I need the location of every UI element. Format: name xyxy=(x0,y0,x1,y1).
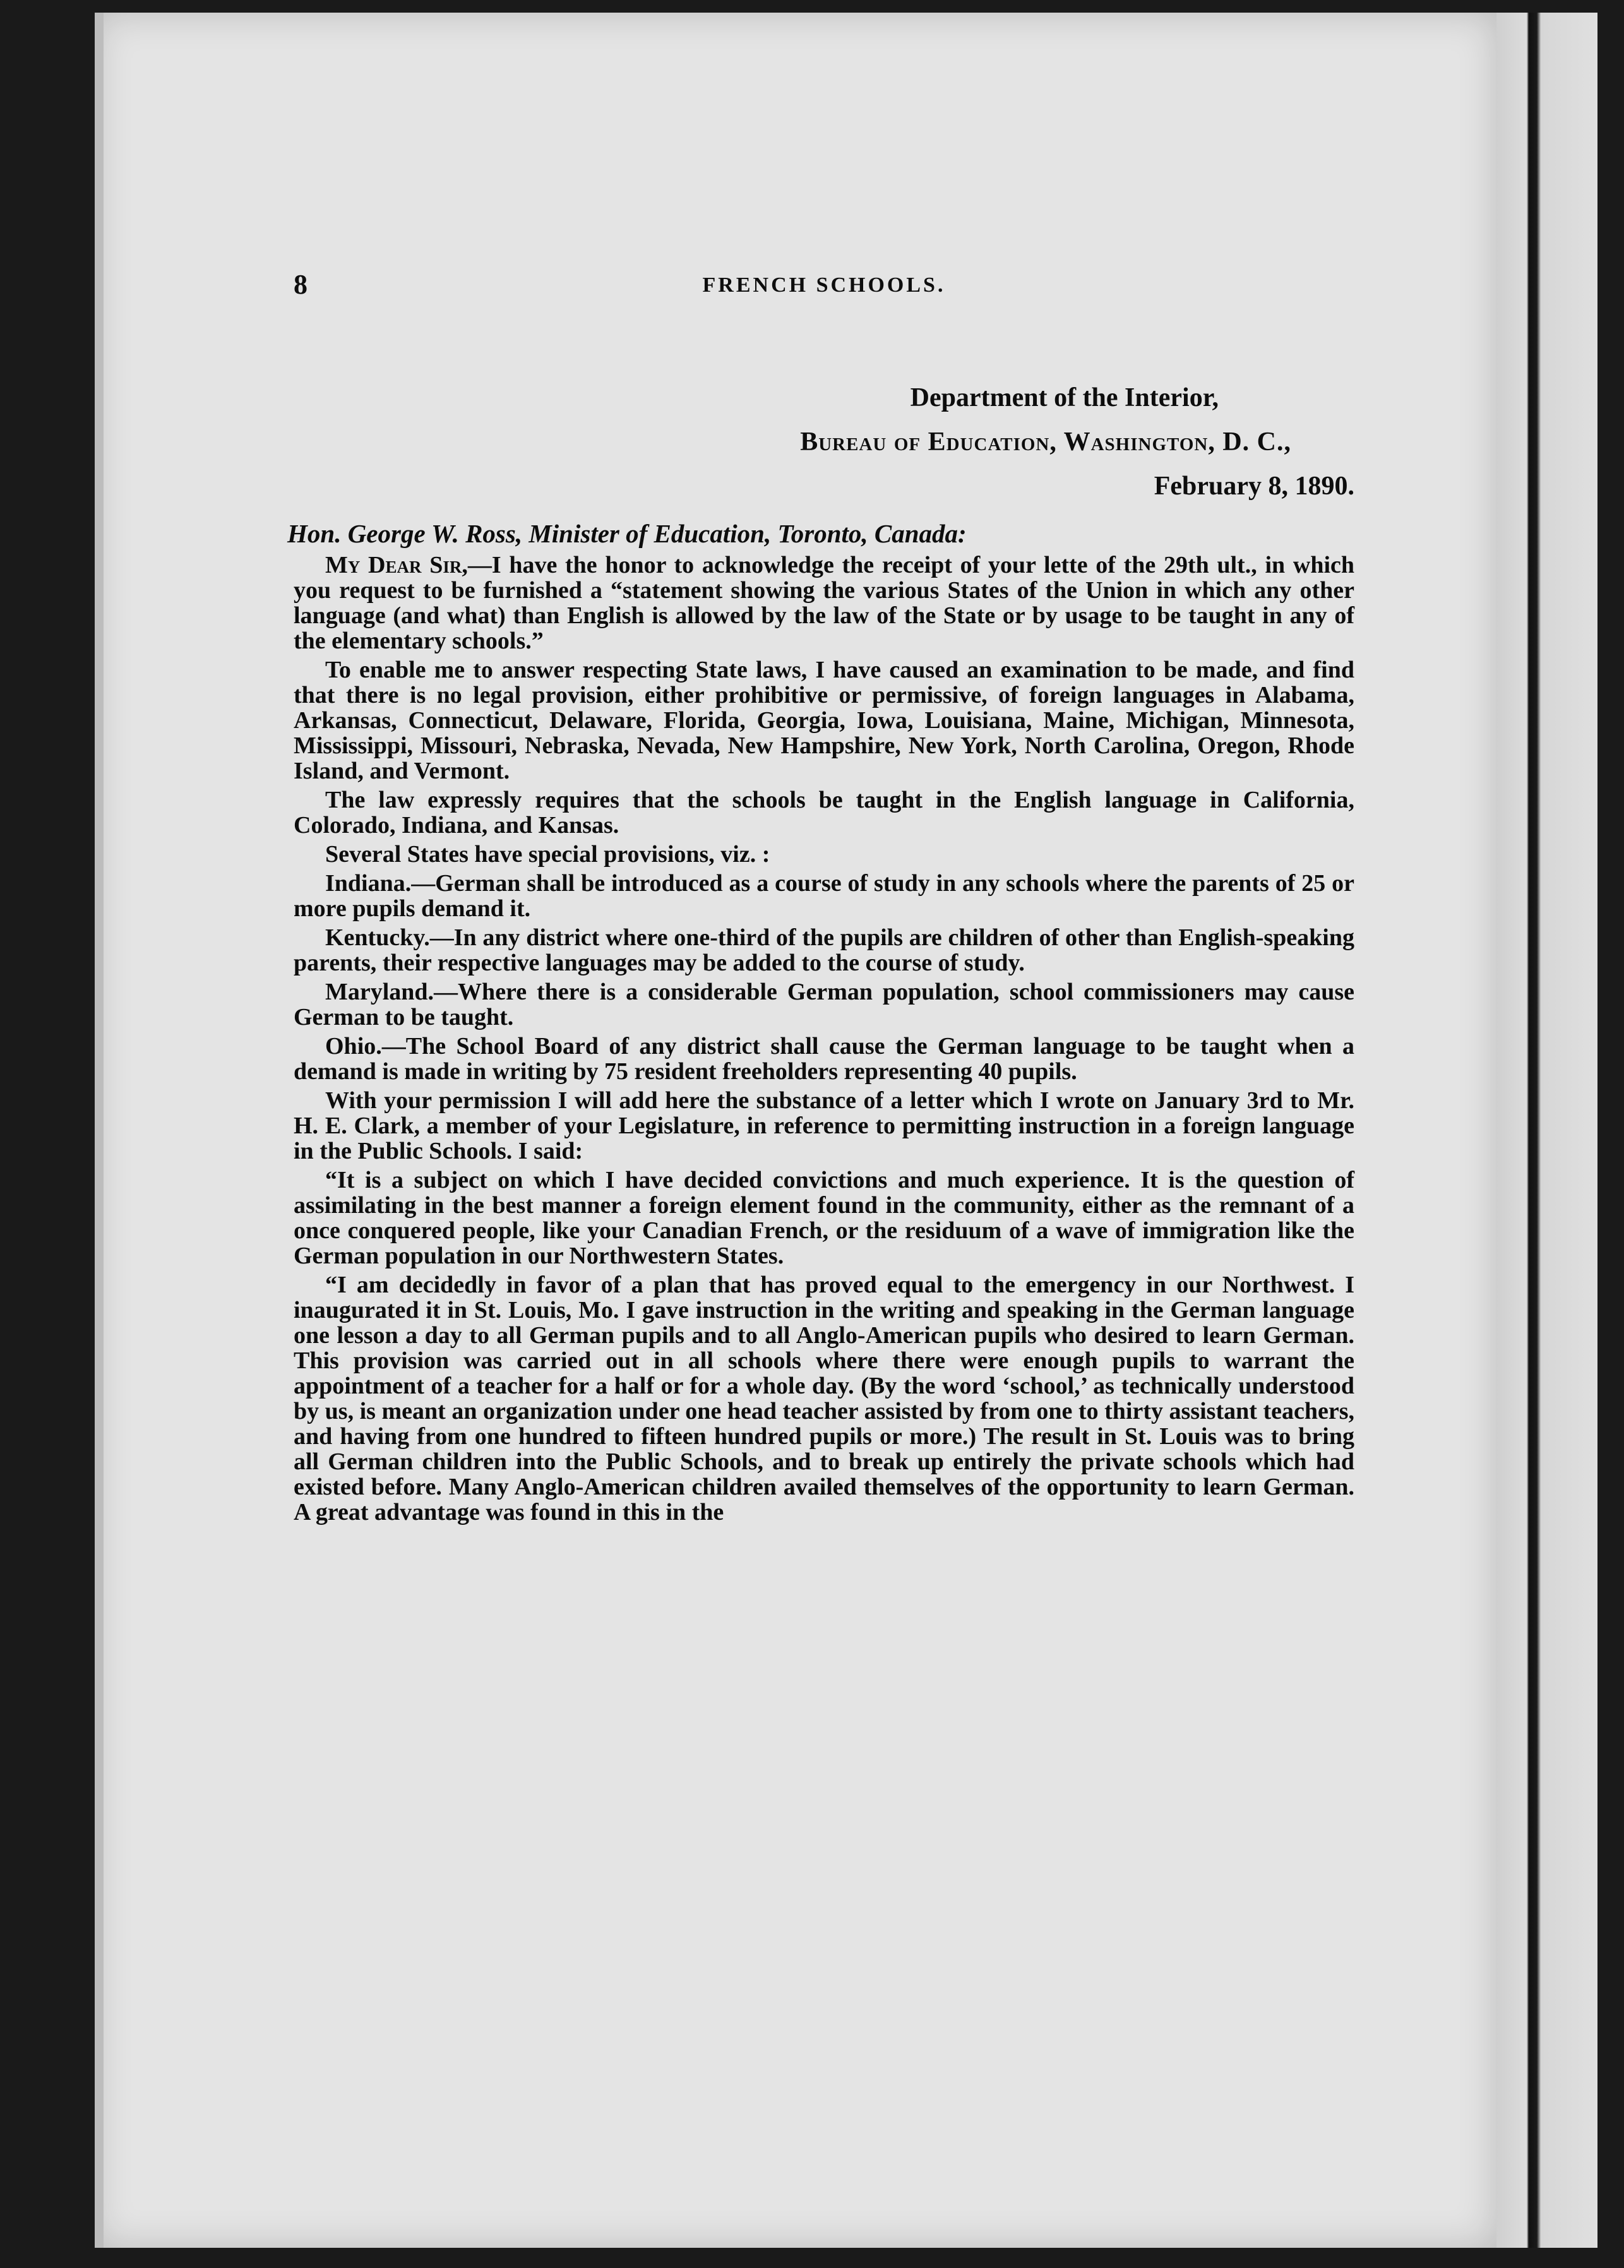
address-bureau: Bureau of Education, Washington, D. C., xyxy=(800,427,1291,457)
paragraph: “I am decidedly in favor of a plan that has proved equal to the emergency in our Northwest. I inaugurated it in St. Louis, Mo. I gave instruction in the writing and speaking in the German language one lesson a day to all German pupils and to all Anglo-American pupils who desired to learn German. This provision was carried out in all schools where there were enough pupils to warrant the appointment of a teacher for a half or for a whole day. (By the word ‘school,’ as technically understood by us, is meant an organization under one head teacher assisted by from one to thirty assistant teachers, and having from one hundred to fifteen hundred pupils or more.) The result in St. Louis was to bring all German children into the Public Schools, and to break up entirely the private schools which had existed before. Many Anglo-American children availed themselves of the opportunity to learn German. A great advantage was found in this in the xyxy=(294,1272,1354,1525)
paragraph: “It is a subject on which I have decided convictions and much experience. It is the question of assimilating in the best manner a foreign element found in the community, either as the remnant of a once conquered people, like your Canadian French, or the residuum of a wave of immigration like the German population in our Northwestern States. xyxy=(294,1167,1354,1269)
letter-date: February 8, 1890. xyxy=(1154,472,1354,501)
letter-address xyxy=(294,376,1354,508)
salutation: My Dear Sir, xyxy=(325,552,468,578)
paragraph: Kentucky.—In any district where one-third of the pupils are children of other than English-speaking parents, their respective languages may be added to the course of study. xyxy=(294,924,1354,976)
paragraph: Indiana.—German shall be introduced as a course of study in any schools where the parents of 25 or more pupils demand it. xyxy=(294,870,1354,922)
paragraph-salutation xyxy=(294,552,1354,654)
page-text xyxy=(287,268,1355,1525)
facing-page-edge xyxy=(1496,13,1597,2248)
page-header xyxy=(294,268,1354,325)
paragraph: The law expressly requires that the schools be taught in the English language in California, Colorado, Indiana, and Kansas. xyxy=(294,787,1354,839)
running-title: FRENCH SCHOOLS. xyxy=(702,273,946,297)
page-left-edge xyxy=(95,13,104,2248)
paragraph: With your permission I will add here the substance of a letter which I wrote on January 3rd to Mr. H. E. Clark, a member of your Legislature, in reference to permitting instruction in a foreign language in the Public Schools. I said: xyxy=(294,1087,1354,1164)
paragraph: Several States have special provisions, viz. : xyxy=(325,841,770,868)
paragraph: Maryland.—Where there is a considerable German population, school commissioners may cause German to be taught. xyxy=(294,979,1354,1030)
paragraph: To enable me to answer respecting State laws, I have caused an examination to be made, and find that there is no legal provision, either prohibitive or permissive, of foreign languages in Alabama, Arkansas, Connecticut, Delaware, Florida, Georgia, Iowa, Louisiana, Maine, Michigan, Minnesota, Mississippi, Missouri, Nebraska, Nevada, New Hampshire, New York, North Carolina, Oregon, Rhode Island, and Vermont. xyxy=(294,657,1354,784)
letter-addressee: Hon. George W. Ross, Minister of Education, Toronto, Canada: xyxy=(287,519,967,548)
paragraph: Ohio.—The School Board of any district shall cause the German language to be taught when a demand is made in writing by 75 resident freeholders representing 40 pupils. xyxy=(294,1033,1354,1085)
paragraph-text: —I have the honor to acknowledge the receipt of your lette of the 29th ult., in which you request to be furnished a “statement showing the various States of the Union in which any other language (and what) than English is allowed by the law of the State or by usage to be taught in any of the elementary schools.” xyxy=(294,552,1355,654)
page-number: 8 xyxy=(294,269,307,300)
address-department: Department of the Interior, xyxy=(910,383,1219,412)
